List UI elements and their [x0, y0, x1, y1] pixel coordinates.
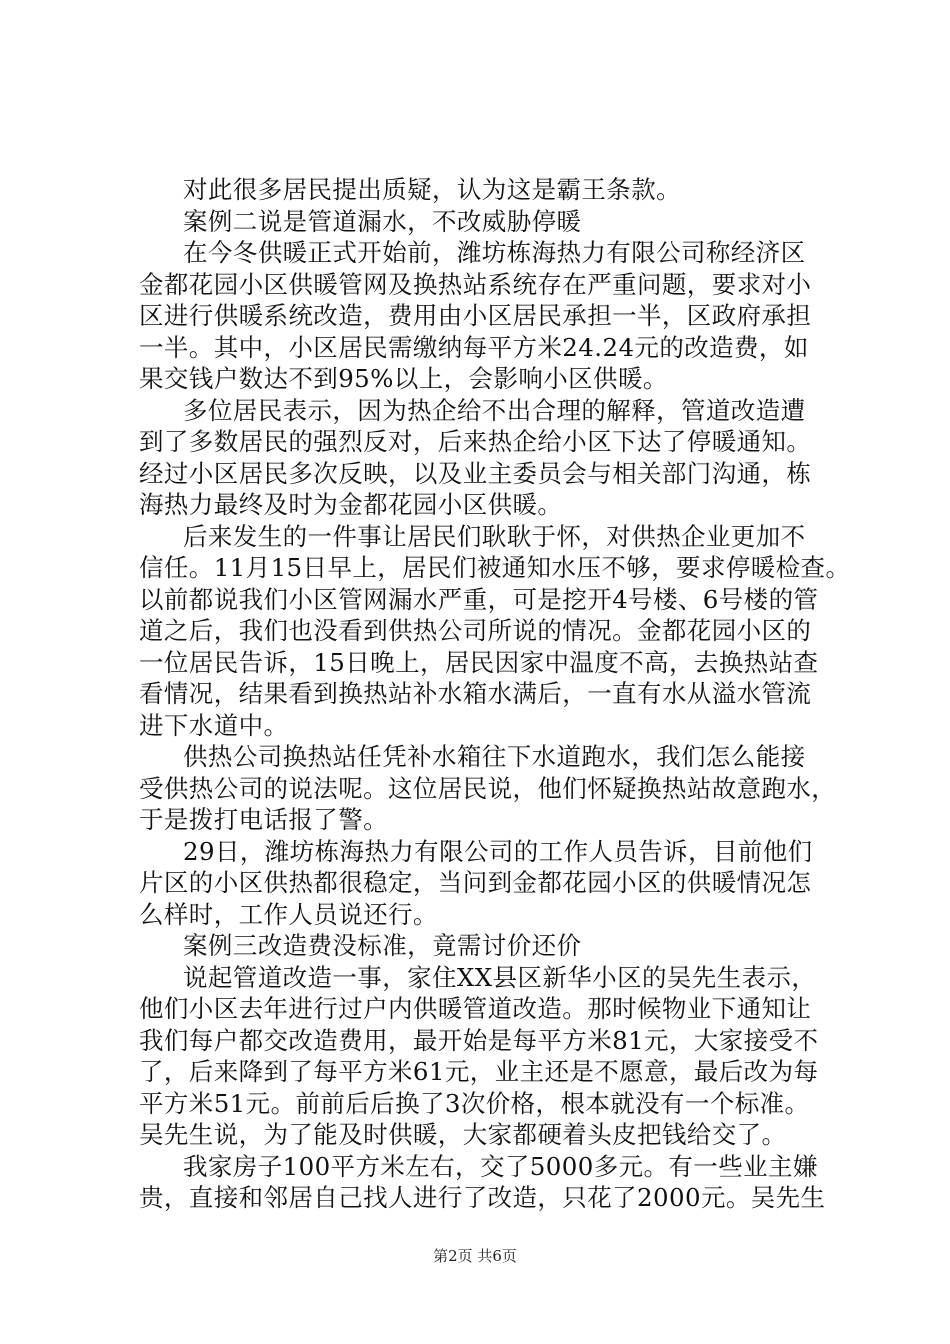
page-footer	[0, 1245, 950, 1266]
text-line: 区进行供暖系统改造，费用由小区居民承担一半，区政府承担	[139, 301, 812, 330]
text-line: 对此很多居民提出质疑，认为这是霸王条款。	[183, 175, 681, 204]
text-line: 我们每户都交改造费用，最开始是每平方米81元，大家接受不	[139, 1025, 819, 1055]
text-line: 案例二说是管道漏水，不改威胁停暖	[183, 206, 582, 236]
text-line: 29日，潍坊栋海热力有限公司的工作人员告诉，目前他们	[183, 836, 813, 866]
text-line: 一半。其中，小区居民需缴纳每平方米24.24元的改造费，如	[139, 332, 809, 362]
text-line: 看情况，结果看到换热站补水箱水满后，一直有水从溢水管流	[139, 679, 812, 708]
text-line: 一位居民告诉，15日晚上，居民因家中温度不高，去换热站查	[139, 647, 819, 677]
text-line: 到了多数居民的强烈反对，后来热企给小区下达了停暖通知。	[139, 427, 812, 456]
text-line: 他们小区去年进行过户内供暖管道改造。那时候物业下通知让	[139, 994, 812, 1023]
text-line: 以前都说我们小区管网漏水严重，可是挖开4号楼、6号楼的管	[139, 584, 819, 614]
text-line: 供热公司换热站任凭补水箱往下水道跑水，我们怎么能接	[183, 742, 806, 771]
text-line: 果交钱户数达不到95%以上，会影响小区供暖。	[139, 364, 668, 393]
text-line: 说起管道改造一事，家住XX县区新华小区的吴先生表示，	[183, 962, 817, 992]
text-line: 进下水道中。	[139, 710, 289, 740]
text-line: 片区的小区供热都很稳定，当问到金都花园小区的供暖情况怎	[139, 868, 812, 897]
text-line: 么样时，工作人员说还行。	[139, 899, 438, 929]
text-line: 在今冬供暖正式开始前，潍坊栋海热力有限公司称经济区	[183, 238, 806, 267]
text-line: 金都花园小区供暖管网及换热站系统存在严重问题，要求对小	[139, 269, 812, 299]
text-line: 平方米51元。前前后后换了3次价格，根本就没有一个标准。	[139, 1088, 810, 1118]
text-line: 我家房子100平方米左右，交了5000多元。有一些业主嫌	[183, 1151, 818, 1181]
text-line: 经过小区居民多次反映，以及业主委员会与相关部门沟通，栋	[139, 458, 812, 488]
text-line: 道之后，我们也没看到供热公司所说的情况。金都花园小区的	[139, 616, 812, 645]
text-line: 案例三改造费没标准，竟需讨价还价	[183, 931, 582, 960]
document-body	[139, 174, 851, 1214]
text-line: 受供热公司的说法呢。这位居民说，他们怀疑换热站故意跑水，	[139, 773, 837, 803]
text-line: 信任。11月15日早上，居民们被通知水压不够，要求停暖检查。	[139, 553, 851, 582]
text-line: 多位居民表示，因为热企给不出合理的解释，管道改造遭	[183, 395, 806, 425]
text-line: 了，后来降到了每平方米61元，业主还是不愿意，最后改为每	[139, 1057, 819, 1086]
text-line: 于是拨打电话报了警。	[139, 805, 388, 834]
text-line: 海热力最终及时为金都花园小区供暖。	[139, 490, 563, 519]
text-line: 贵，直接和邻居自己找人进行了改造，只花了2000元。吴先生	[139, 1183, 826, 1212]
text-line: 后来发生的一件事让居民们耿耿于怀，对供热企业更加不	[183, 521, 806, 551]
page-number: 第2页 共6页	[433, 1247, 517, 1265]
text-line: 吴先生说，为了能及时供暖，大家都硬着头皮把钱给交了。	[139, 1120, 787, 1149]
